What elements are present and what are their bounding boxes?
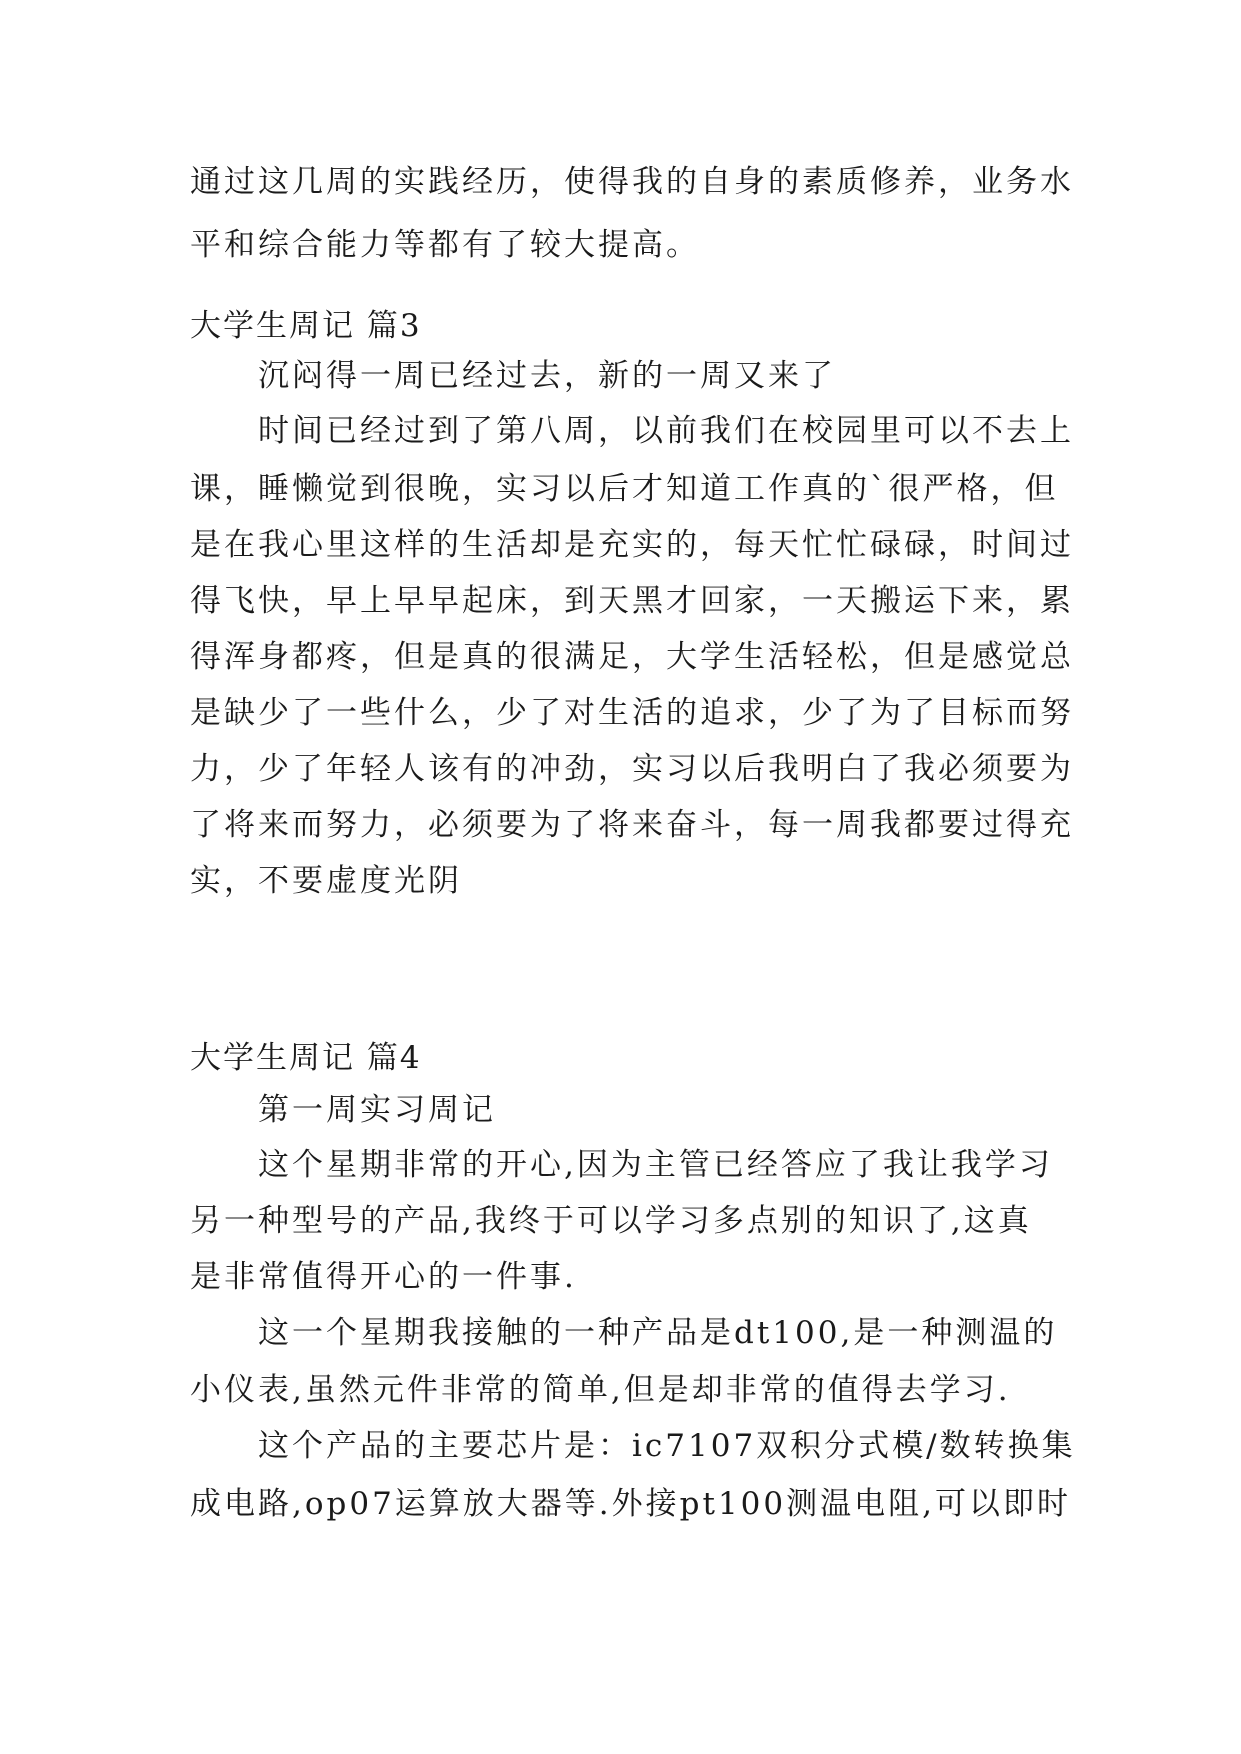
section3-para2-line-8: 了将来而努力，必须要为了将来奋斗，每一周我都要过得充 xyxy=(190,807,1074,843)
section3-para1: 沉闷得一周已经过去，新的一周又来了 xyxy=(258,358,836,394)
section-heading-4: 大学生周记 篇4 xyxy=(190,1040,422,1076)
section4-para4-line-1: 这个产品的主要芯片是：ic7107双积分式模/数转换集 xyxy=(258,1428,1076,1464)
section-heading-3: 大学生周记 篇3 xyxy=(190,308,422,344)
section4-para3-line-2: 小仪表,虽然元件非常的简单,但是却非常的值得去学习. xyxy=(190,1372,1011,1408)
section4-para2-line-2: 另一种型号的产品,我终于可以学习多点别的知识了,这真 xyxy=(190,1203,1032,1239)
section3-para2-line-3: 是在我心里这样的生活却是充实的，每天忙忙碌碌，时间过 xyxy=(190,527,1074,563)
section4-para3-line-1: 这一个星期我接触的一种产品是dt100,是一种测温的 xyxy=(258,1315,1058,1351)
section3-para2-line-5: 得浑身都疼，但是真的很满足，大学生活轻松，但是感觉总 xyxy=(190,639,1074,675)
section4-para2-line-1: 这个星期非常的开心,因为主管已经答应了我让我学习 xyxy=(258,1147,1053,1183)
section4-para4-line-2: 成电路,op07运算放大器等.外接pt100测温电阻,可以即时 xyxy=(190,1486,1071,1522)
intro-line-1: 通过这几周的实践经历，使得我的自身的素质修养，业务水 xyxy=(190,164,1074,200)
section3-para2-line-4: 得飞快，早上早早起床，到天黑才回家，一天搬运下来，累 xyxy=(190,583,1074,619)
section4-para2-line-3: 是非常值得开心的一件事. xyxy=(190,1259,577,1295)
section3-para2-line-2: 课，睡懒觉到很晚，实习以后才知道工作真的`很严格，但 xyxy=(190,471,1059,507)
section3-para2-line-7: 力，少了年轻人该有的冲劲，实习以后我明白了我必须要为 xyxy=(190,751,1074,787)
section3-para2-line-1: 时间已经过到了第八周，以前我们在校园里可以不去上 xyxy=(258,413,1074,449)
section4-para1: 第一周实习周记 xyxy=(258,1092,496,1128)
section3-para2-line-6: 是缺少了一些什么，少了对生活的追求，少了为了目标而努 xyxy=(190,695,1074,731)
intro-line-2: 平和综合能力等都有了较大提高。 xyxy=(190,227,700,263)
section3-para2-line-9: 实，不要虚度光阴 xyxy=(190,863,462,899)
